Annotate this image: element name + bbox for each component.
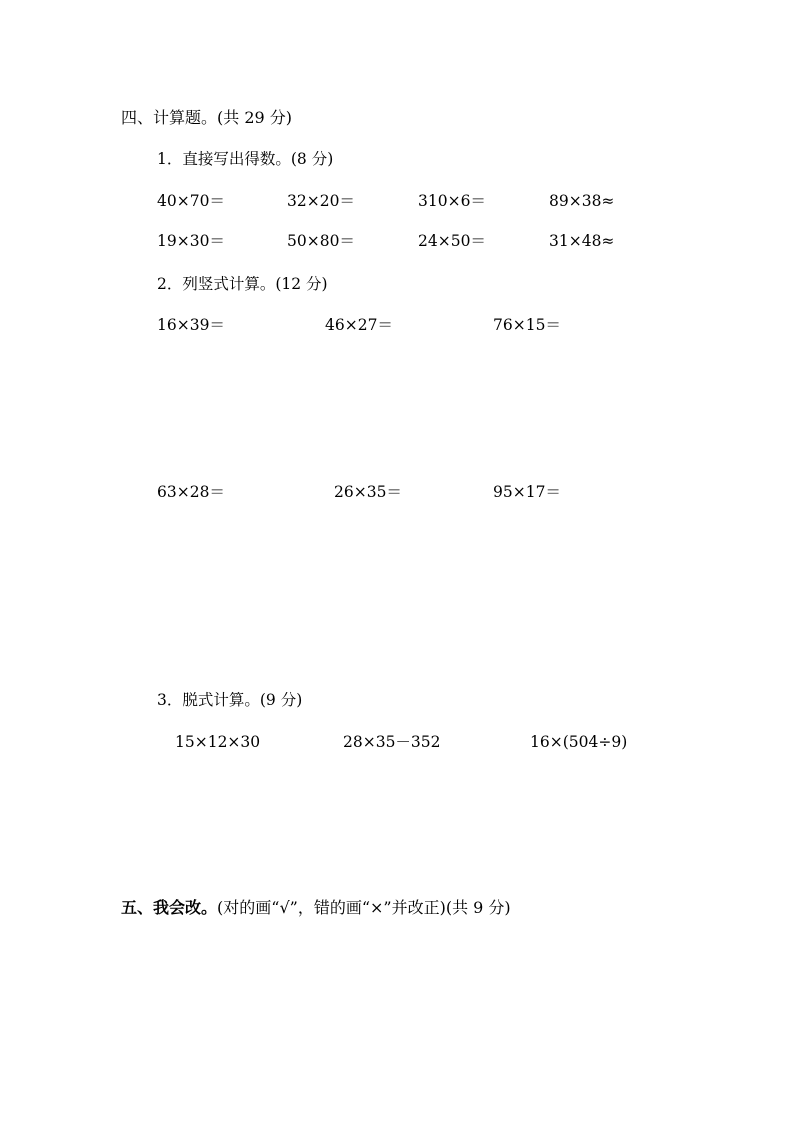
vertical-calc-problem: 46×27＝ [325,316,393,334]
section-4-title: 四、计算题。(共 29 分) [121,108,293,127]
section-5-title-main: 五、我会改。 [121,898,218,917]
vertical-calc-problem: 95×17＝ [493,483,561,501]
oral-calc-problem: 89×38≈ [549,192,615,210]
part-1-title: 1．直接写出得数。(8 分) [157,150,334,168]
oral-calc-problem: 310×6＝ [418,192,486,210]
part-2-title: 2．列竖式计算。(12 分) [157,275,328,293]
vertical-calc-problem: 26×35＝ [334,483,402,501]
oral-calc-problem: 19×30＝ [157,232,225,250]
vertical-calc-problem: 16×39＝ [157,316,225,334]
oral-calc-problem: 32×20＝ [287,192,355,210]
oral-calc-problem: 50×80＝ [287,232,355,250]
step-calc-problem: 15×12×30 [175,733,261,751]
section-5-title [121,899,511,917]
step-calc-problem: 16×(504÷9) [530,733,628,751]
vertical-calc-problem: 63×28＝ [157,483,225,501]
step-calc-problem: 28×35－352 [343,733,441,751]
part-3-title: 3．脱式计算。(9 分) [157,691,303,709]
section-5-title-note: (对的画“√”，错的画“×”并改正)(共 9 分) [217,898,511,917]
oral-calc-problem: 40×70＝ [157,192,225,210]
oral-calc-problem: 24×50＝ [418,232,486,250]
oral-calc-problem: 31×48≈ [549,232,615,250]
vertical-calc-problem: 76×15＝ [493,316,561,334]
